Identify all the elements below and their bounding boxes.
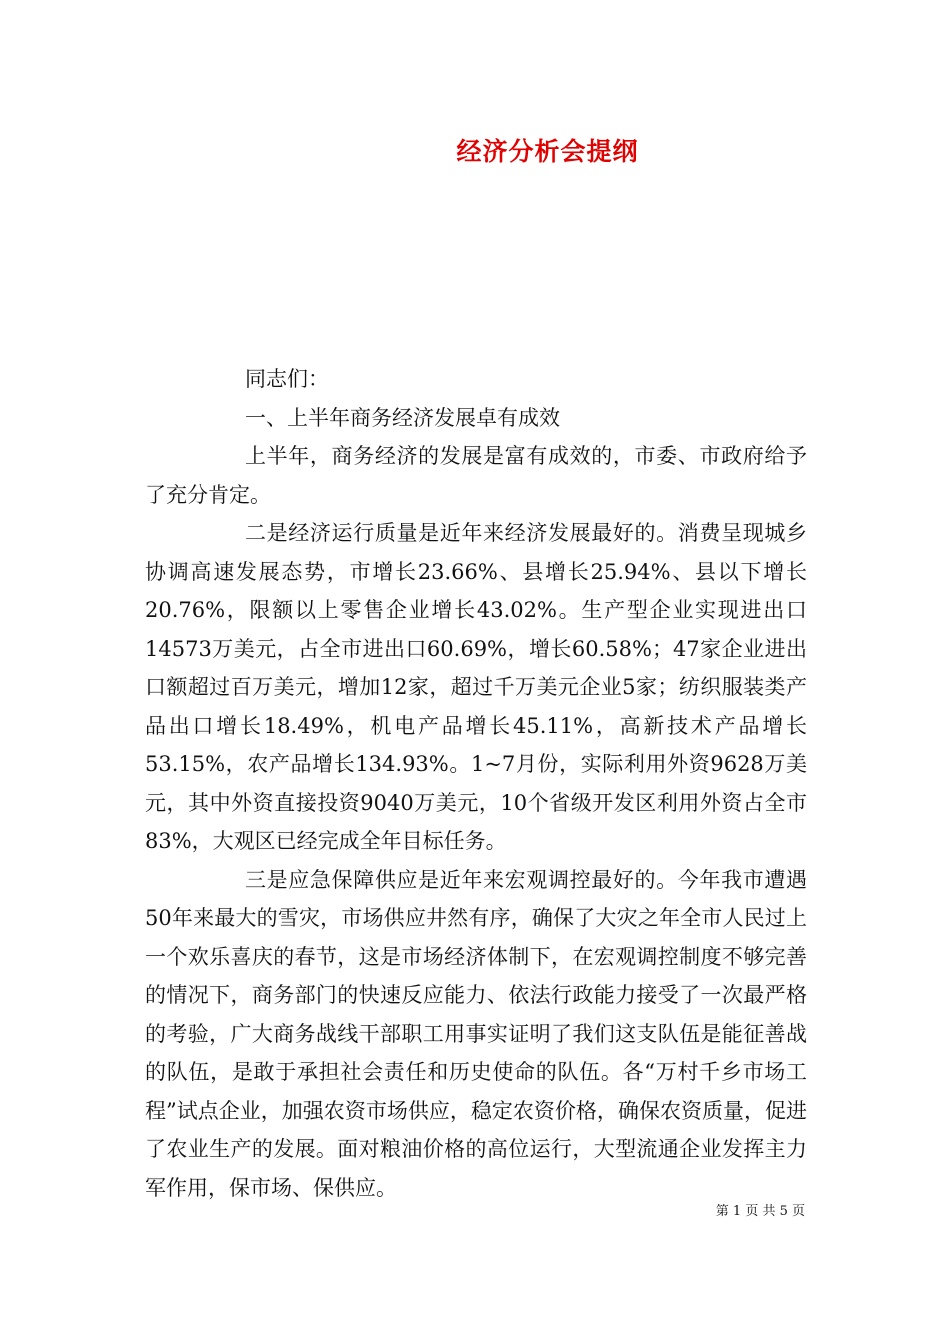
page-number-footer: 第 1 页 共 5 页 <box>715 1204 805 1219</box>
document-body <box>145 360 807 1207</box>
paragraph: 三是应急保障供应是近年来宏观调控最好的。今年我市遭遇50年来最大的雪灾，市场供应井然有序，确保了大灾之年全市人民过上一个欢乐喜庆的春节，这是市场经济体制下，在宏观调控制度不够完善的情况下，商务部门的快速反应能力、依法行政能力接受了一次最严格的考验，广大商务战线干部职工用事实证明了我们这支队伍是能征善战的队伍，是敢于承担社会责任和历史使命的队伍。各“万村千乡市场工程”试点企业，加强农资市场供应，稳定农资价格，确保农资质量，促进了农业生产的发展。面对粮油价格的高位运行，大型流通企业发挥主力军作用，保市场、保供应。 <box>145 867 807 1200</box>
section-heading: 一、上半年商务经济发展卓有成效 <box>245 405 560 430</box>
paragraph: 二是经济运行质量是近年来经济发展最好的。消费呈现城乡协调高速发展态势，市增长23.66%、县增长25.94%、县以下增长20.76%，限额以上零售企业增长43.02%。生产型企业实现进出口14573万美元，占全市进出口60.69%，增长60.58%；47家企业进出口额超过百万美元，增加12家，超过千万美元企业5家；纺织服装类产品出口增长18.49%，机电产品增长45.11%，高新技术产品增长53.15%，农产品增长134.93%。1~7月份，实际利用外资9628万美元，其中外资直接投资9040万美元，10个省级开发区利用外资占全市83%，大观区已经完成全年目标任务。 <box>145 521 807 853</box>
salutation: 同志们： <box>245 367 329 391</box>
paragraph: 上半年，商务经济的发展是富有成效的，市委、市政府给予了充分肯定。 <box>145 444 807 507</box>
document-title: 经济分析会提纲 <box>456 137 639 166</box>
